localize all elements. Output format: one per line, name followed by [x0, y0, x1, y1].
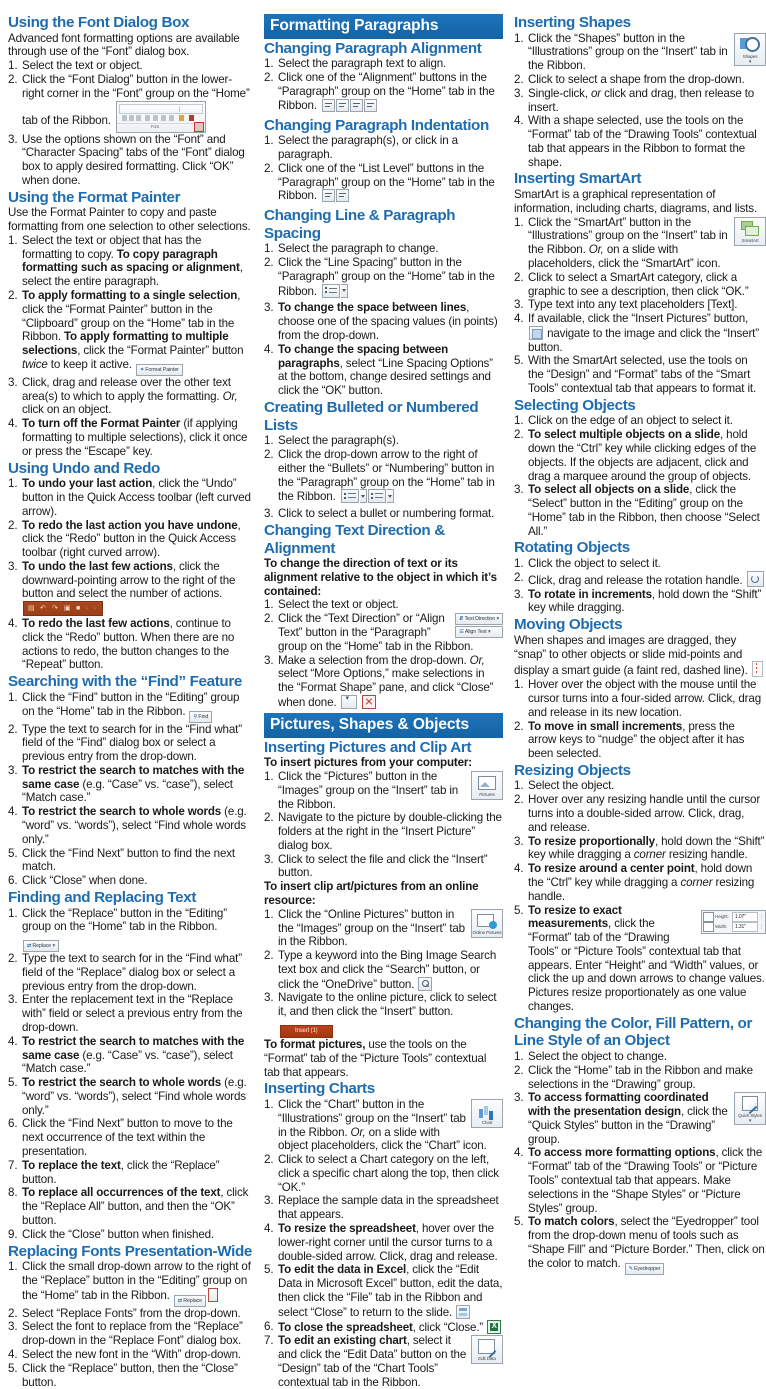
list-item: Click the “Font Dialog” button in the lower-right corner in the “Font” group on the “Home” tab of the Ribbon. Font	[8, 73, 253, 133]
list-item: With the SmartArt selected, use the tools on the “Design” and “Format” tabs of the “Smart Tools” contextual tab that appears to format it.	[528, 354, 757, 395]
list-item: Navigate to the picture by double-clicking the folders at the right in the “Insert Picture” dialog box.	[278, 811, 502, 852]
list-item: Hover over the object with the mouse until the cursor turns into a four-sided arrow. Click, drag and release in its new location.	[528, 678, 761, 719]
list-item: Click the small drop-down arrow to the right of the “Replace” button in the “Editing” group on the “Home” tab in the Ribbon. ⇄Replace	[8, 1260, 253, 1307]
list-item: If available, click the “Insert Pictures” button, navigate to the image and click the “Insert” button.	[528, 312, 759, 354]
list-item: Height: 1.07" ⋮ Width: 1.31" ⋮ To resize to exact measurements, click the “Format” tab of the “Drawing Tools” or “Picture Tools” contextual tab that appears. Enter “Height” and “Width” values, or click the up and down arrows to change values. Pictures resize proportionately as one value changes.	[528, 903, 765, 1013]
section-heading-find: Searching with the “Find” Feature	[8, 673, 243, 691]
height-icon	[703, 912, 714, 922]
list-item: Click, drag and release the rotation handle.	[514, 571, 766, 588]
text-direction-lead: To change the direction of text or its alignment relative to the object in which it’s contained:	[264, 557, 497, 598]
find-button-icon[interactable]: ⚲Find	[189, 711, 212, 723]
list-item: Click the drop-down arrow to the right of either the “Bullets” or “Numbering” button in the “Paragraph” group on the “Home” tab in the Ribbon.	[264, 448, 503, 507]
chart-button-icon[interactable]: Chart	[471, 1099, 503, 1128]
replace-fonts-steps	[8, 1260, 253, 1389]
section-heading-lists: Creating Bulleted or Numbered Lists	[264, 398, 479, 434]
smart-guide-icon	[752, 661, 763, 677]
color-steps	[514, 1050, 766, 1275]
text-direction-buttons-group[interactable]	[455, 613, 503, 639]
column-one	[8, 14, 262, 1389]
list-item: To restrict the search to matches with the same case (e.g. “Case” vs. “case”), select “Match case.”	[22, 763, 245, 805]
list-item: To restrict the search to whole words (e.g. “word” vs. “words”), select “Find whole words only.”	[22, 805, 247, 846]
list-item: Select the object to change.	[528, 1050, 667, 1063]
pictures-online-steps	[264, 908, 503, 1038]
list-item: Hover over any resizing handle until the cursor turns into a double-sided arrow. Click, drag, and release.	[528, 793, 761, 834]
height-label: Height:	[715, 913, 729, 919]
list-item: Single-click, or click and drag, then release to insert.	[528, 86, 755, 114]
list-item: To rotate in increments, hold down the “Shift” key while dragging.	[528, 587, 762, 615]
text-direction-steps	[264, 598, 503, 709]
list-item: To turn off the Format Painter (if applying formatting to multiple selections), click it once or press the “Escape” key.	[22, 417, 248, 458]
section-heading-undo-redo: Using Undo and Redo	[8, 459, 160, 477]
size-group-spinners[interactable]	[701, 910, 766, 934]
width-stepper-icon[interactable]: ⋮	[759, 923, 764, 930]
width-value[interactable]: 1.31"	[732, 922, 758, 932]
list-item: Click one of the “Alignment” buttons in the “Paragraph” group on the “Home” tab in the Ribbon.	[264, 71, 503, 115]
list-item: Edit Data To edit an existing chart, select it and click the “Edit Data” button on the “Design” tab of the “Chart Tools” contextual tab in the Ribbon.	[264, 1334, 503, 1389]
section-heading-replace-fonts: Replacing Fonts Presentation-Wide	[8, 1242, 252, 1260]
list-item: To select multiple objects on a slide, hold down the “Ctrl” key while clicking edges of the objects. If the objects are adjacent, click and drag a marquee around the group of objects.	[528, 428, 757, 483]
line-spacing-button-icon[interactable]	[322, 284, 349, 302]
format-painter-lead: Use the Format Painter to copy and paste formatting from one selection to other selections.	[8, 206, 251, 234]
smartart-button-icon[interactable]: SmartArt	[734, 217, 766, 246]
quick-styles-button-icon[interactable]: Quick Styles ▾	[734, 1092, 766, 1125]
bullets-numbering-buttons-icon[interactable]	[341, 489, 395, 507]
pictures-lead-online: To insert clip art/pictures from an online resource:	[264, 880, 479, 907]
close-icon[interactable]	[362, 695, 376, 709]
list-item: To edit the data in Excel, click the “Edit Data in Microsoft Excel” button, edit the data, then click the “File” tab in the Ribbon and select “Close” to return to the slide.	[278, 1263, 503, 1319]
section-heading-paragraph-indentation: Changing Paragraph Indentation	[264, 116, 489, 134]
width-label: Width:	[715, 923, 728, 929]
eyedropper-button-icon[interactable]: ✎Eyedropper	[625, 1263, 665, 1275]
list-item: To match colors, select the “Eyedropper” tool from the drop-down menu of tools such as “Shape Fill” and “Picture Border.” Then, click on the color to match. ✎Eyedropper	[514, 1215, 766, 1274]
list-item: To replace the text, click the “Replace” button.	[22, 1158, 220, 1186]
list-item: To resize the spreadsheet, hover over the lower-right corner until the cursor turns to a double-sided arrow. Click, drag and release.	[278, 1222, 498, 1263]
moving-steps	[514, 678, 766, 761]
list-item: Click the “Find Next” button to move to the next occurrence of the text within the presentation.	[22, 1117, 233, 1159]
list-item: Click on the edge of an object to select it.	[528, 414, 733, 428]
pictures-computer-steps	[264, 770, 503, 880]
list-item: Select “Replace Fonts” from the drop-down.	[22, 1306, 241, 1320]
list-item: Click the “Find Next” button to find the next match.	[22, 846, 235, 874]
lists-steps	[264, 434, 503, 521]
section-heading-format-painter: Using the Format Painter	[8, 188, 181, 206]
list-item: ⇵Text Direction ▾ ☰Align Text ▾ Click the “Text Direction” or “Align Text” button in the “Paragraph” group on the “Home” tab in the Ribbon.	[264, 612, 503, 653]
list-item: With a shape selected, use the tools on the “Format” tab of the “Drawing Tools” contextual tab that appears in the Ribbon to format the shape.	[528, 114, 757, 169]
insert-pictures-icon[interactable]	[529, 326, 543, 340]
edit-data-button-icon[interactable]: Edit Data	[471, 1335, 503, 1364]
smartart-lead: SmartArt is a graphical representation of information, including charts, diagrams, and lists.	[514, 188, 758, 215]
list-item: Select the object.	[528, 779, 615, 793]
pictures-lead-computer: To insert pictures from your computer:	[264, 756, 472, 770]
charts-steps	[264, 1098, 503, 1389]
insert-button[interactable]: Insert (1)	[280, 1025, 333, 1038]
list-item: Select the font to replace from the “Replace” drop-down in the “Replace Font” dialog box.	[22, 1320, 243, 1348]
list-item: Click the “Find” button in the “Editing” group on the “Home” tab in the Ribbon. ⚲Find	[8, 691, 253, 723]
find-steps	[8, 691, 253, 888]
pictures-format-note: To format pictures, use the tools on the “Format” tab of the “Picture Tools” contextual tab that appears.	[264, 1038, 487, 1079]
font-dialog-lead: Advanced font formatting options are available through use of the “Font” dialog box.	[8, 31, 240, 59]
shapes-steps	[514, 32, 766, 170]
chevron-down-icon[interactable]	[208, 1288, 218, 1302]
section-heading-selecting-objects: Selecting Objects	[514, 396, 636, 414]
section-heading-resizing-objects: Resizing Objects	[514, 761, 631, 779]
list-item: Click, drag and release over the other text area(s) to which to apply the formatting. Or, click on an object.	[22, 375, 238, 417]
list-item: Select the paragraph(s), or click in a paragraph.	[278, 134, 458, 161]
banner-pictures-shapes-objects: Pictures, Shapes & Objects	[264, 713, 503, 738]
excel-close-icon[interactable]	[487, 1320, 501, 1334]
find-replace-steps	[8, 907, 253, 1242]
chevron-down-icon[interactable]: ▾	[341, 695, 357, 709]
list-item: Click one of the “List Level” buttons in the “Paragraph” group on the “Home” tab in the Ribbon.	[264, 162, 503, 206]
list-item: Select the text or object.	[22, 59, 143, 73]
list-item: Pictures Click the “Pictures” button in the “Images” group on the “Insert” tab in the Ribbon.	[264, 770, 503, 811]
list-item: To restrict the search to matches with the same case (e.g. “Case” vs. “case”), select “Match case.”	[22, 1034, 245, 1076]
section-heading-rotating-objects: Rotating Objects	[514, 539, 630, 557]
list-item: SmartArt Click the “SmartArt” button in the “Illustrations” group on the “Insert” tab in the Ribbon. Or, on a slide with placeholders, click the “SmartArt” icon.	[514, 216, 766, 271]
alignment-buttons-icon[interactable]	[322, 99, 378, 116]
list-item: Shapes ▾ Click the “Shapes” button in the “Illustrations” group on the “Insert” tab in the Ribbon.	[514, 32, 766, 73]
pictures-button-icon[interactable]: Pictures	[471, 771, 503, 800]
list-item: Click to select a Chart category on the left, click a specific chart along the top, then click “OK.”	[278, 1153, 499, 1194]
alignment-steps	[264, 57, 503, 115]
list-item: To redo the last few actions, continue to click the “Redo” button. When there are no actions to redo, the button changes to the “Repeat” button.	[22, 617, 235, 672]
list-item: Select the text or object.	[278, 598, 399, 612]
list-item: Click to select a shape from the drop-down.	[528, 72, 745, 86]
list-item: To move in small increments, press the arrow keys to “nudge” the object after it has been selected.	[528, 719, 745, 761]
section-heading-inserting-pictures: Inserting Pictures and Clip Art	[264, 738, 472, 756]
list-item: Click “Close” when done.	[22, 874, 148, 888]
section-heading-moving-objects: Moving Objects	[514, 616, 623, 634]
section-heading-changing-color: Changing the Color, Fill Pattern, or Line Style of an Object	[514, 1014, 753, 1050]
moving-lead: When shapes and images are dragged, they “snap” to other objects or slide mid-points and display a smart guide (a faint red, dashed line).	[514, 634, 766, 678]
height-spinner[interactable]	[703, 912, 764, 922]
list-item: Make a selection from the drop-down. Or, select “More Options,” make selections in the “Format Shape” pane, and click “Close” when done. ▾	[278, 653, 494, 709]
selecting-steps	[514, 414, 766, 538]
list-item: Chart Click the “Chart” button in the “Illustrations” group on the “Insert” tab in the Ribbon. Or, on a slide with object placeholders, click the “Chart” icon.	[264, 1098, 503, 1153]
text-direction-button-icon[interactable]: ⇵Text Direction ▾	[455, 613, 503, 625]
banner-formatting-paragraphs: Formatting Paragraphs	[264, 14, 503, 39]
section-heading-text-direction: Changing Text Direction & Alignment	[264, 521, 445, 557]
column-three	[512, 14, 766, 1272]
undo-redo-steps	[8, 477, 253, 672]
replace-dropdown-icon[interactable]: ⇄Replace	[174, 1295, 206, 1307]
height-value[interactable]: 1.07"	[732, 912, 758, 922]
resizing-steps	[514, 779, 766, 1013]
replace-button-icon[interactable]: ⇄Replace ▾	[23, 940, 59, 952]
quick-access-toolbar-icon[interactable]: ▤ ↶ ↷ ▣ ■ · ·	[23, 601, 103, 616]
list-item: Click to select a bullet or numbering format.	[278, 507, 495, 521]
online-pictures-button-icon[interactable]: Online Pictures	[471, 909, 503, 938]
list-item: To change the spacing between paragraphs, select “Line Spacing Options” at the bottom, change desired settings and click the “OK” button.	[278, 342, 493, 398]
list-item: Enter the replacement text in the “Replace with” field or select a previous entry from the drop-down.	[22, 993, 243, 1034]
list-item: To apply formatting to a single selection, click the “Format Painter” button in the “Clipboard” group on the “Home” tab in the Ribbon. To apply formatting to multiple selections, click the “Format Painter” button twice to keep it active. ✦Format Painter	[8, 289, 253, 376]
section-heading-find-replace: Finding and Replacing Text	[8, 888, 197, 906]
list-level-buttons-icon[interactable]	[322, 189, 350, 206]
list-item: Select the paragraph text to align.	[278, 57, 447, 71]
smartart-steps	[514, 216, 766, 396]
list-item: Click to select the file and click the “Insert” button.	[278, 852, 488, 880]
list-item: Select the paragraph to change.	[278, 242, 439, 256]
list-item: To close the spreadsheet, click “Close.” X	[264, 1320, 503, 1335]
list-item: To resize proportionally, hold down the “Shift” key while dragging a corner resizing handle.	[528, 834, 765, 862]
section-heading-line-spacing: Changing Line & Paragraph Spacing	[264, 207, 456, 242]
edit-data-in-excel-icon[interactable]	[456, 1305, 470, 1319]
list-item: Click the “Close” button when finished.	[22, 1227, 214, 1241]
list-item: To select all objects on a slide, click the “Select” button in the “Editing” group on the “Home” tab in the Ribbon, then choose “Select All.”	[528, 483, 760, 538]
search-icon[interactable]	[418, 977, 432, 991]
list-item: To undo your last action, click the “Undo” button in the Quick Access toolbar (left curved arrow).	[22, 477, 251, 518]
list-item: Select the paragraph(s).	[278, 434, 399, 448]
width-spinner[interactable]	[703, 922, 764, 932]
list-item: Click the “Line Spacing” button in the “Paragraph” group on the “Home” tab in the Ribbon.	[264, 256, 503, 301]
list-item: Select the text or object that has the formatting to copy. To copy paragraph formatting such as spacing or alignment, select the entire paragraph.	[22, 233, 243, 289]
rotation-handle-icon[interactable]	[747, 571, 764, 587]
list-item: To resize around a center point, hold down the “Ctrl” key while dragging a corner resizing handle.	[528, 862, 755, 903]
list-item: Type the text to search for in the “Find what” field of the “Replace” dialog box or select a previous entry from the drop-down.	[22, 952, 242, 993]
font-dialog-steps	[8, 59, 253, 187]
column-two	[262, 14, 512, 1389]
list-item: Click the “Replace” button, then the “Close” button.	[22, 1361, 238, 1389]
list-item: Click the object to select it.	[528, 557, 661, 571]
font-dialog-launcher-icon: Font	[116, 101, 206, 133]
list-item: Use the options shown on the “Font” and “Character Spacing” tabs of the “Font” dialog box to apply desired formatting. Click “OK” when done.	[22, 132, 245, 187]
list-item: Type text into any text placeholders [Text].	[528, 298, 738, 312]
format-painter-steps	[8, 234, 253, 459]
indentation-steps	[264, 134, 503, 206]
shapes-button-icon[interactable]: Shapes ▾	[734, 33, 766, 66]
list-item: To restrict the search to whole words (e.g. “word” vs. “words”), select “Find whole words only.”	[22, 1076, 247, 1117]
list-item: Type the text to search for in the “Find what” field of the “Find” dialog box or select a previous entry from the drop-down.	[22, 722, 242, 764]
line-spacing-steps	[264, 242, 503, 398]
width-icon	[703, 922, 714, 932]
list-item: Click to select a SmartArt category, click a graphic to see a description, then click “OK.”	[528, 270, 749, 298]
list-item: Click the “Replace” button in the “Editing” group on the “Home” tab in the Ribbon. ⇄Replace ▾	[8, 907, 253, 953]
list-item: Select the new font in the “With” drop-down.	[22, 1348, 241, 1362]
list-item: To redo the last action you have undone, click the “Redo” button in the Quick Access toolbar (right curved arrow).	[22, 518, 241, 560]
list-item: Click the “Home” tab in the Ribbon and make selections in the “Drawing” group.	[528, 1063, 753, 1091]
format-painter-button-icon[interactable]: ✦Format Painter	[136, 364, 183, 376]
list-item: Type a keyword into the Bing Image Search text box and click the “Search” button, or click the “OneDrive” button.	[278, 949, 497, 991]
list-item: Navigate to the online picture, click to select it, and then click the “Insert” button. Insert (1)	[264, 991, 503, 1038]
rotating-steps	[514, 557, 766, 615]
align-text-button-icon[interactable]: ☰Align Text ▾	[455, 626, 503, 638]
list-item: To change the space between lines, choose one of the spacing values (in points) from the drop-down.	[278, 301, 498, 343]
list-item: Replace the sample data in the spreadsheet that appears.	[278, 1194, 499, 1222]
section-heading-inserting-shapes: Inserting Shapes	[514, 14, 631, 31]
list-item: Online Pictures Click the “Online Pictures” button in the “Images” group on the “Insert” tab in the Ribbon.	[278, 907, 502, 949]
list-item: Quick Styles ▾ To access formatting coordinated with the presentation design, click the “Quick Styles” button in the “Drawing” group.	[514, 1091, 766, 1146]
section-heading-paragraph-alignment: Changing Paragraph Alignment	[264, 39, 482, 57]
height-stepper-icon[interactable]: ⋮	[759, 913, 764, 920]
section-heading-font-dialog: Using the Font Dialog Box	[8, 14, 190, 31]
section-heading-inserting-smartart: Inserting SmartArt	[514, 170, 642, 188]
list-item: To undo the last few actions, click the downward-pointing arrow to the right of the button and select the number of actions. ▤ ↶ ↷ ▣ ■ · ·	[8, 560, 253, 617]
section-heading-inserting-charts: Inserting Charts	[264, 1080, 375, 1098]
list-item: To access more formatting options, click the “Format” tab of the “Drawing Tools” or “Picture Tools” contextual tab that appears. Make selections in the “Shape Styles” or “Picture Styles” group.	[528, 1146, 763, 1215]
list-item: To replace all occurrences of the text, click the “Replace All” button, and then the “OK” button.	[22, 1186, 249, 1227]
